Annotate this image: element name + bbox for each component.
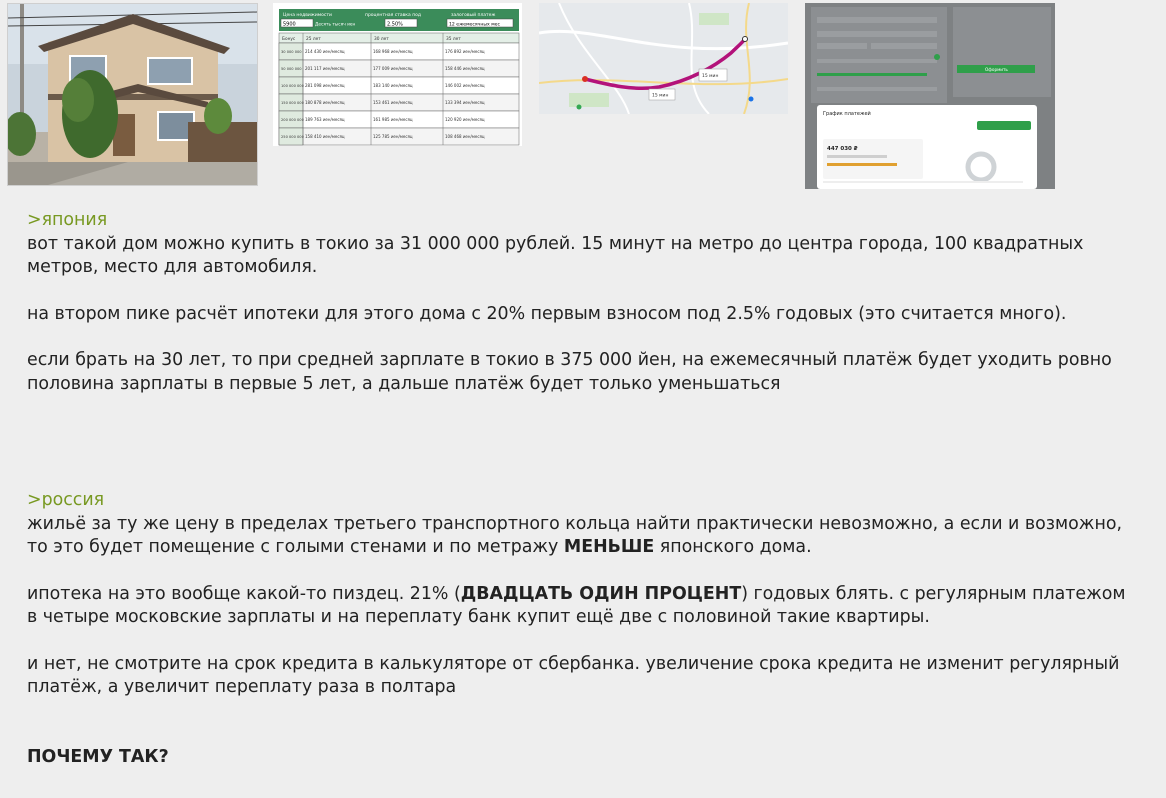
table-cell: 133 394 иен/месяц <box>445 100 485 105</box>
calc-action-button[interactable]: Оформить <box>985 67 1008 72</box>
thumbnail-sberbank-calculator[interactable] <box>805 3 1055 189</box>
table-cell: 146 002 иен/месяц <box>445 83 485 88</box>
mortgage-table-grid <box>279 33 519 145</box>
table-cell: 158 446 иен/месяц <box>445 66 485 71</box>
table-cell: 180 878 иен/месяц <box>305 100 345 105</box>
calc-amount: 447 030 ₽ <box>827 146 858 152</box>
table-col-head: 25 лет <box>306 37 321 42</box>
greentext-russia: >россия <box>27 490 105 510</box>
term-select[interactable]: 12 ежемесячных мес <box>449 22 501 28</box>
table-cell: 200 000 000 <box>281 118 304 122</box>
thumbnail-route-map[interactable] <box>539 3 788 114</box>
table-col-head: Бонус <box>282 37 296 42</box>
route-time-a: 15 мин <box>702 74 719 79</box>
table-cell: 158 410 иен/месяц <box>305 134 345 139</box>
table-cell: 125 785 иен/месяц <box>373 134 413 139</box>
table-cell: 100 000 000 <box>281 84 304 88</box>
sberbank-calculator-icon <box>805 3 1055 189</box>
table-cell: 50 000 000 <box>281 67 302 71</box>
greentext-japan: >япония <box>27 210 108 230</box>
table-cell: 153 461 иен/месяц <box>373 100 413 105</box>
table-header-price: Цена недвижимости <box>283 13 332 18</box>
calc-panel-title: График платежей <box>823 111 871 117</box>
table-cell: 150 000 000 <box>281 101 304 105</box>
table-cell: 161 985 иен/месяц <box>373 117 413 122</box>
post-paragraph-4 <box>27 513 1137 560</box>
route-map-icon <box>539 3 788 114</box>
p5-text-after: ) годовых блять. с регулярным платежом в четыре московские зарплаты и на переплату банк купит ещё две с половиной такие квартиры. <box>27 583 1126 627</box>
table-cell: 177 009 иен/месяц <box>373 66 413 71</box>
table-cell: 30 000 000 <box>281 50 302 54</box>
table-cell: 120 920 иен/месяц <box>445 117 485 122</box>
p4-text-before: жильё за ту же цену в пределах третьего транспортного кольца найти практически невозможно, а если и возможно, то это будет помещение с голыми стенами и по метражу <box>27 513 1122 557</box>
thumbnail-house-photo[interactable] <box>7 3 258 186</box>
table-header-down: залоговый платеж <box>451 13 496 18</box>
price-input[interactable]: 5900 <box>283 21 296 28</box>
table-cell: 108 468 иен/месяц <box>445 134 485 139</box>
table-header-rate: процентная ставка под <box>365 13 422 18</box>
post-body <box>27 209 1137 769</box>
table-cell: 250 000 000 <box>281 135 304 139</box>
post-heading <box>27 746 1137 770</box>
table-col-head: 35 лет <box>446 37 461 42</box>
route-time-b: 15 мин <box>652 93 669 99</box>
p5-text-before: ипотека на это вообще какой-то пиздец. 21% ( <box>27 583 461 604</box>
post-paragraph-5 <box>27 583 1137 630</box>
post-paragraph-2: на втором пике расчёт ипотеки для этого дома с 20% первым взносом под 2.5% годовых (это считается много). <box>27 303 1067 324</box>
post-paragraph-1: вот такой дом можно купить в токио за 31 000 000 рублей. 15 минут на метро до центра города, 100 квадратных метров, место для автомобиля. <box>27 233 1084 277</box>
house-photo-icon <box>8 4 257 185</box>
post-paragraph-6: и нет, не смотрите на срок кредита в калькуляторе от сбербанка. увеличение срока кредита не изменит регулярный платёж, а увеличит переплату раза в полтара <box>27 653 1120 697</box>
table-cell: 183 140 иен/месяц <box>373 83 413 88</box>
post-paragraph-3: если брать на 30 лет, то при средней зарплате в токио в 375 000 йен, на ежемесячный платёж будет уходить ровно половина зарплаты в первые 5 лет, а дальше платёж будет только уменьшаться <box>27 350 1112 394</box>
table-cell: 201 117 иен/месяц <box>305 66 345 71</box>
p4-bold: МЕНЬШЕ <box>563 537 655 557</box>
table-col-head: 30 лет <box>374 37 389 42</box>
table-cell: 214 430 иен/месяц <box>305 49 345 54</box>
p4-text-after: японского дома. <box>654 537 812 557</box>
mortgage-table-icon <box>273 3 522 146</box>
rate-select[interactable]: 2.50% <box>387 21 403 28</box>
heading-bold: ПОЧЕМУ ТАК? <box>27 746 169 767</box>
table-cell: 168 968 иен/месяц <box>373 49 413 54</box>
table-cell: 176 892 иен/месяц <box>445 49 485 54</box>
price-input-label: Десять тысяч иен <box>315 22 356 28</box>
p5-bold: ДВАДЦАТЬ ОДИН ПРОЦЕНТ <box>460 583 742 604</box>
thumbnail-mortgage-table[interactable] <box>273 3 522 146</box>
table-cell: 281 098 иен/месяц <box>305 83 345 88</box>
table-cell: 189 763 иен/месяц <box>305 117 345 122</box>
